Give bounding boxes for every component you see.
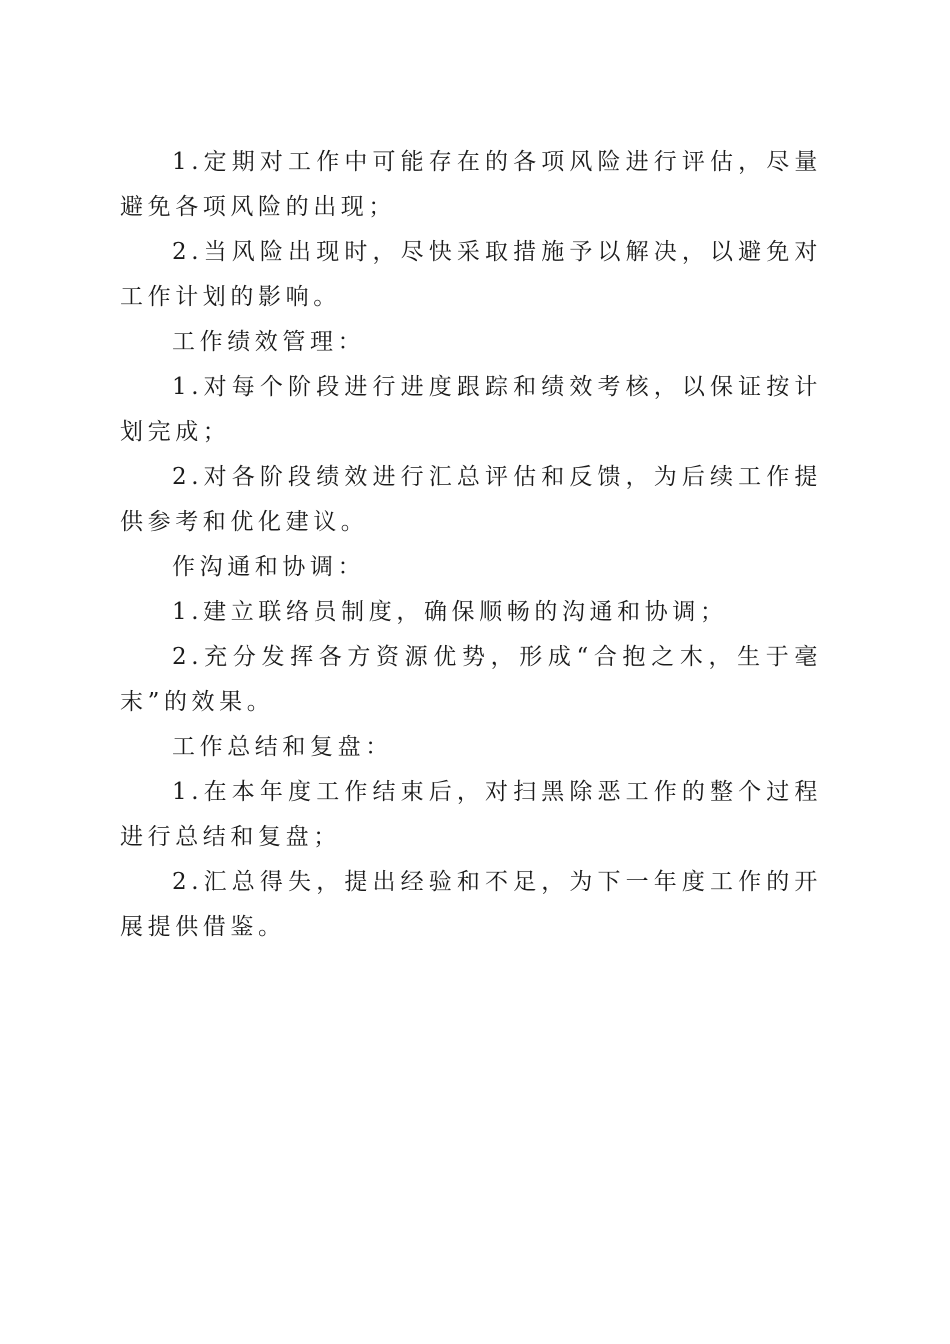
performance-item-1: 1.对每个阶段进行进度跟踪和绩效考核，以保证按计划完成； <box>120 374 822 445</box>
summary-item-2: 2.汇总得失，提出经验和不足，为下一年度工作的开展提供借鉴。 <box>120 869 822 940</box>
communication-item-1: 1.建立联络员制度，确保顺畅的沟通和协调； <box>172 599 728 625</box>
communication-item-2: 2.充分发挥各方资源优势，形成“合抱之木，生于毫末”的效果。 <box>120 644 822 715</box>
risk-item-2: 2.当风险出现时，尽快采取措施予以解决，以避免对工作计划的影响。 <box>120 239 822 310</box>
performance-item-2: 2.对各阶段绩效进行汇总评估和反馈，为后续工作提供参考和优化建议。 <box>120 464 822 535</box>
summary-item-1: 1.在本年度工作结束后，对扫黑除恶工作的整个过程进行总结和复盘； <box>120 779 822 850</box>
risk-item-1: 1.定期对工作中可能存在的各项风险进行评估，尽量避免各项风险的出现； <box>120 149 822 220</box>
section-heading-performance: 工作绩效管理： <box>172 329 366 355</box>
section-heading-summary: 工作总结和复盘： <box>172 734 393 760</box>
section-heading-communication: 作沟通和协调： <box>172 554 366 580</box>
document-body <box>120 140 822 950</box>
